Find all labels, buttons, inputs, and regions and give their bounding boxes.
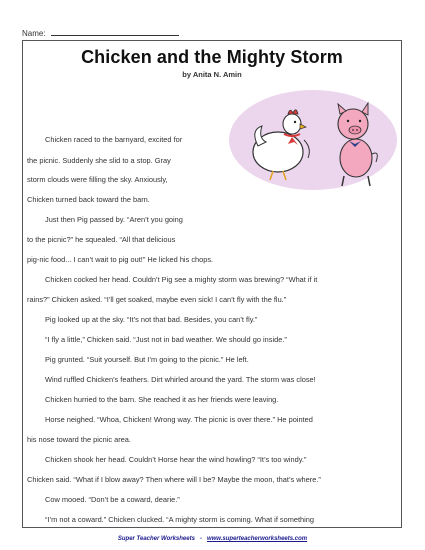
footer-url-link[interactable]: www.superteacherworksheets.com bbox=[206, 536, 308, 542]
story-line: Horse neighed. “Whoa, Chicken! Wrong way. The picnic is over there.” He pointed bbox=[45, 415, 313, 424]
page-footer bbox=[0, 536, 425, 542]
story-line: rains?” Chicken asked. “I’ll get soaked, maybe even sick! I can’t fly with the flu.” bbox=[27, 295, 287, 304]
story-line: Chicken cocked her head. Couldn’t Pig see a mighty storm was brewing? “What if it bbox=[45, 275, 318, 284]
story-line: Chicken shook her head. Couldn’t Horse hear the wind howling? “It’s too windy.” bbox=[45, 455, 307, 464]
story-line: Pig grunted. “Suit yourself. But I’m going to the picnic.” He left. bbox=[45, 355, 249, 364]
footer-separator: - bbox=[199, 536, 202, 542]
name-label: Name: bbox=[22, 29, 46, 38]
story-line: Chicken turned back toward the barn. bbox=[27, 195, 150, 204]
story-line: Chicken raced to the barnyard, excited for bbox=[45, 135, 183, 144]
story-title: Chicken and the Mighty Storm bbox=[81, 47, 343, 67]
story-line: his nose toward the picnic area. bbox=[27, 435, 131, 444]
story-line: “I fly a little,” Chicken said. “Just not in bad weather. We should go inside.” bbox=[45, 335, 287, 344]
story-line: Chicken hurried to the barn. She reached it as her friends were leaving. bbox=[45, 395, 279, 404]
story-line: Pig looked up at the sky. “It’s not that bad. Besides, you can’t fly.” bbox=[45, 315, 258, 324]
story-line: Just then Pig passed by. “Aren’t you going bbox=[45, 215, 183, 224]
story-line: to the picnic?” he squealed. “All that delicious bbox=[27, 235, 176, 244]
story-line: pig-nic food... I can’t wait to pig out!” He licked his chops. bbox=[27, 255, 214, 264]
name-field-row bbox=[22, 27, 179, 38]
story-byline: by Anita N. Amin bbox=[182, 70, 242, 79]
story-line: the picnic. Suddenly she slid to a stop. Gray bbox=[27, 156, 171, 165]
worksheet-frame bbox=[22, 40, 402, 528]
story-line: storm clouds were filling the sky. Anxiously, bbox=[27, 175, 168, 184]
name-line[interactable] bbox=[51, 27, 179, 36]
story-line: Chicken said. “What if I blow away? Then where will I be? Maybe the moon, that’s where.” bbox=[27, 475, 321, 484]
footer-brand: Super Teacher Worksheets bbox=[117, 536, 195, 542]
illustration-oval bbox=[229, 90, 397, 190]
chicken-and-pig-illustration bbox=[228, 86, 398, 194]
story-line: “I’m not a coward.” Chicken clucked. “A mighty storm is coming. What if something bbox=[45, 515, 315, 524]
story-line: Cow mooed. “Don’t be a coward, dearie.” bbox=[45, 495, 180, 504]
story-line: Wind ruffled Chicken’s feathers. Dirt whirled around the yard. The storm was close! bbox=[45, 375, 316, 384]
